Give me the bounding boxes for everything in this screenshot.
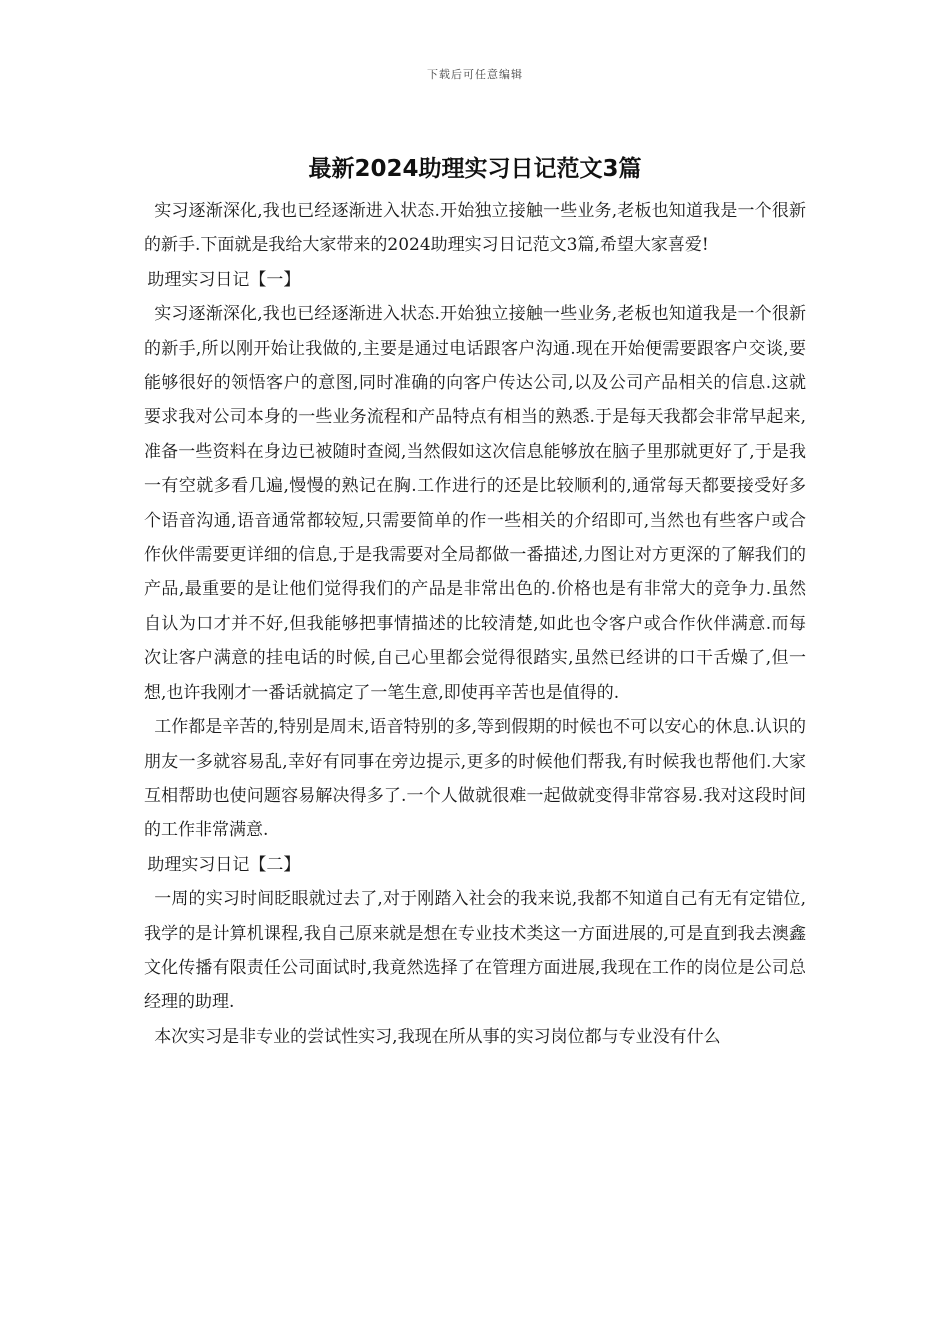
header-note: 下载后可任意编辑 [427, 68, 523, 81]
document-body [144, 194, 806, 1054]
body-paragraph: 本次实习是非专业的尝试性实习,我现在所从事的实习岗位都与专业没有什么 [154, 1026, 721, 1047]
body-paragraph: 实习逐渐深化,我也已经逐渐进入状态.开始独立接触一些业务,老板也知道我是一个很新的新手,所以刚开始让我做的,主要是通过电话跟客户沟通.现在开始便需要跟客户交谈,要能够很好的领悟客户的意图,同时准确的向客户传达公司,以及公司产品相关的信息.这就要求我对公司本身的一些业务流程和产品特点有相当的熟悉.于是每天我都会非常早起来,准备一些资料在身边已被随时查阅,当然假如这次信息能够放在脑子里那就更好了,于是我一有空就多看几遍,慢慢的熟记在胸.工作进行的还是比较顺利的,通常每天都要接受好多个语音沟通,语音通常都较短,只需要简单的作一些相关的介绍即可,当然也有些客户或合作伙伴需要更详细的信息,于是我需要对全局都做一番描述,力图让对方更深的了解我们的产品,最重要的是让他们觉得我们的产品是非常出色的.价格也是有非常大的竞争力.虽然自认为口才并不好,但我能够把事情描述的比较清楚,如此也令客户或合作伙伴满意.而每次让客户满意的挂电话的时候,自己心里都会觉得很踏实,虽然已经讲的口干舌燥了,但一想,也许我刚才一番话就搞定了一笔生意,即使再辛苦也是值得的. [144, 304, 806, 703]
body-paragraph: 一周的实习时间眨眼就过去了,对于刚踏入社会的我来说,我都不知道自己有无有定错位,我学的是计算机课程,我自己原来就是想在专业技术类这一方面进展的,可是直到我去澳鑫文化传播有限责任公司面试时,我竟然选择了在管理方面进展,我现在工作的岗位是公司总经理的助理. [144, 889, 806, 1013]
document-title: 最新2024助理实习日记范文3篇 [308, 156, 642, 182]
section-heading-2: 助理实习日记【二】 [147, 854, 301, 875]
intro-paragraph: 实习逐渐深化,我也已经逐渐进入状态.开始独立接触一些业务,老板也知道我是一个很新的新手.下面就是我给大家带来的2024助理实习日记范文3篇,希望大家喜爱! [144, 201, 806, 256]
body-paragraph: 工作都是辛苦的,特别是周末,语音特别的多,等到假期的时候也不可以安心的休息.认识的朋友一多就容易乱,幸好有同事在旁边提示,更多的时候他们帮我,有时候我也帮他们.大家互相帮助也使问题容易解决得多了.一个人做就很难一起做就变得非常容易.我对这段时间的工作非常满意. [144, 717, 806, 841]
section-heading-1: 助理实习日记【一】 [147, 269, 301, 290]
